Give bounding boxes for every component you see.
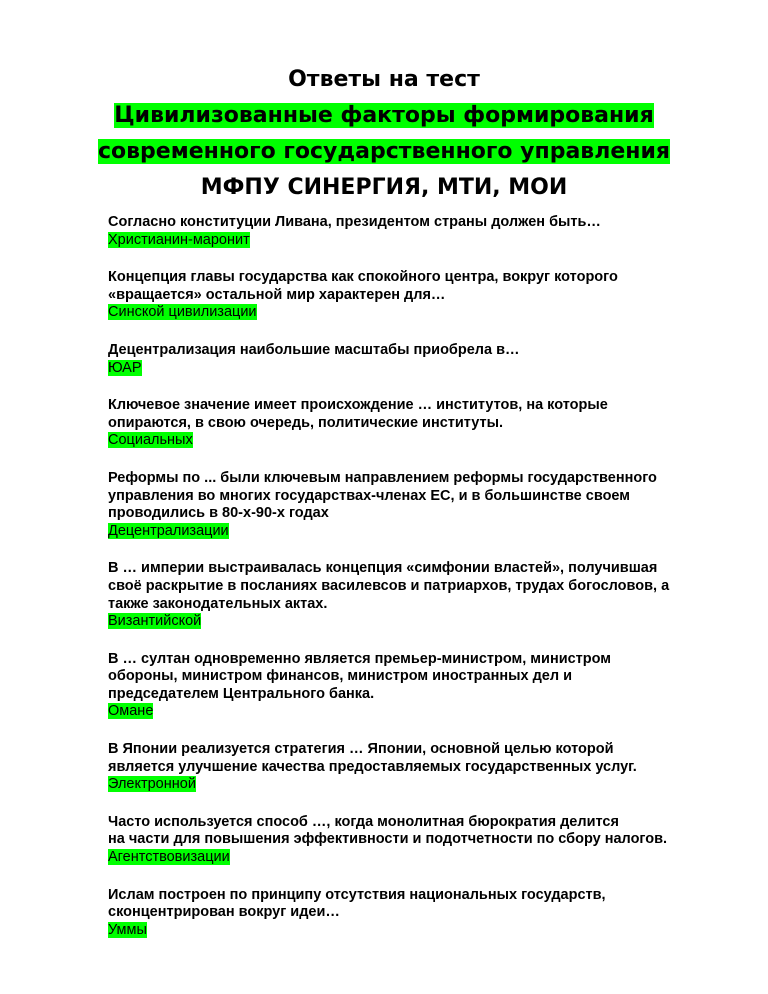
- qa-item: [108, 397, 728, 450]
- page-header: [0, 64, 768, 208]
- qa-item: [108, 560, 728, 630]
- question-text: Ключевое значение имеет происхождение … институтов, на которые опираются, в свою очередь, политические институты.: [108, 397, 608, 431]
- answer-text: Уммы: [108, 921, 147, 938]
- qa-item: [108, 741, 728, 794]
- question-text: Децентрализация наибольшие масштабы приобрела в…: [108, 341, 520, 358]
- qa-item: [108, 342, 728, 377]
- question-text: В … султан одновременно является премьер-министром, министром обороны, министром финансов, министром иностранных дел и председателем Центрального банка.: [108, 650, 612, 702]
- question-text: Согласно конституции Ливана, президентом страны должен быть…: [108, 214, 601, 230]
- qa-list: [108, 214, 728, 959]
- test-name-line-1: [0, 100, 768, 132]
- answer: [108, 232, 728, 250]
- answer: [108, 776, 728, 794]
- answer: [108, 849, 728, 867]
- answer-text: Электронной: [108, 776, 196, 793]
- question-text: Концепция главы государства как спокойного центра, вокруг которого «вращается» остальной мир характерен для…: [108, 269, 618, 303]
- answer-text: Социальных: [108, 432, 193, 449]
- page-title-text: Ответы на тест: [288, 67, 480, 92]
- question-text: Часто используется способ …, когда монолитная бюрократия делится на части для повышения эффективности и подотчетности по сбору налогов.: [108, 813, 668, 848]
- question-text: Реформы по ... были ключевым направлением реформы государственного управления во многих государствах-членах ЕС, и в большинстве своем проводились в 80-х-90-х годах: [108, 469, 657, 522]
- answer: [108, 432, 728, 450]
- answer-text: Агентствовизации: [108, 849, 230, 866]
- test-name-line-2: [0, 136, 768, 168]
- test-name-line-1-text: Цивилизованные факторы формирования: [114, 103, 654, 128]
- question-text: В … империи выстраивалась концепция «симфонии властей», получившая своё раскрытие в посланиях василевсов и патриархов, трудах богословов, а также законодательных актах.: [108, 560, 670, 612]
- answer-text: Децентрализации: [108, 522, 229, 539]
- answer: [108, 922, 728, 940]
- answer-text: Синской цивилизации: [108, 304, 257, 321]
- page-title: [0, 64, 768, 96]
- qa-item: [108, 214, 728, 249]
- qa-item: [108, 651, 728, 721]
- answer-text: Византийской: [108, 613, 202, 630]
- qa-item: [108, 887, 728, 940]
- qa-item: [108, 814, 728, 867]
- answer: [108, 703, 728, 721]
- qa-item: [108, 470, 728, 540]
- answer: [108, 523, 728, 541]
- question-text: В Японии реализуется стратегия … Японии, основной целью которой является улучшение качества предоставляемых государственных услуг.: [108, 741, 637, 775]
- institutions-text: МФПУ СИНЕРГИЯ, МТИ, МОИ: [200, 175, 568, 200]
- answer: [108, 304, 728, 322]
- test-name-line-2-text: современного государственного управления: [97, 139, 671, 164]
- answer: [108, 360, 728, 378]
- answer-text: Христианин-маронит: [108, 231, 250, 248]
- question-text: Ислам построен по принципу отсутствия национальных государств, сконцентрирован вокруг идеи…: [108, 886, 606, 921]
- answer: [108, 613, 728, 631]
- answer-text: ЮАР: [108, 359, 142, 376]
- qa-item: [108, 269, 728, 322]
- institutions-line: [0, 172, 768, 204]
- answer-text: Омане: [108, 703, 154, 720]
